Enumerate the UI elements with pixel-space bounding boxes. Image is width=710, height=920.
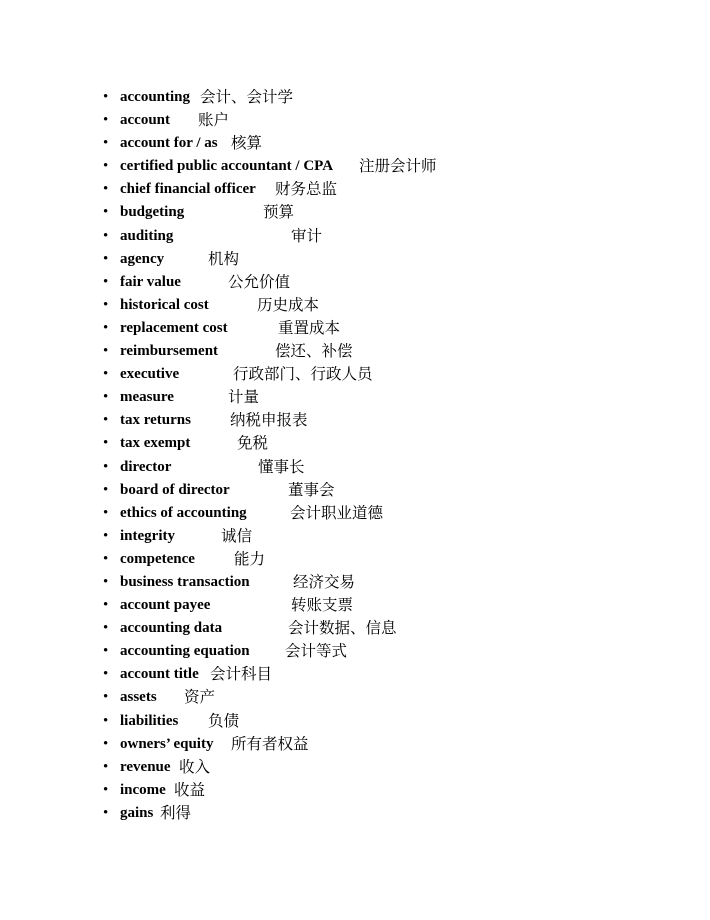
meaning: 经济交易 xyxy=(293,573,356,591)
list-item xyxy=(0,802,710,825)
term: integrity xyxy=(120,527,175,544)
list-item xyxy=(0,594,710,617)
list-item xyxy=(0,132,710,155)
meaning: 机构 xyxy=(208,250,240,268)
meaning: 收入 xyxy=(179,758,211,776)
list-item xyxy=(0,201,710,224)
meaning: 预算 xyxy=(263,204,295,222)
list-item xyxy=(0,248,710,271)
list-item xyxy=(0,294,710,317)
term: business transaction xyxy=(120,573,250,590)
meaning: 账户 xyxy=(198,112,230,130)
bullet-icon: • xyxy=(103,481,109,498)
meaning: 利得 xyxy=(160,804,192,822)
term: measure xyxy=(120,389,174,406)
list-item xyxy=(0,617,710,640)
bullet-icon: • xyxy=(103,273,109,290)
term: account xyxy=(120,112,170,129)
term: agency xyxy=(120,250,165,267)
list-item xyxy=(0,571,710,594)
meaning: 核算 xyxy=(231,135,263,153)
bullet-icon: • xyxy=(103,804,109,821)
list-item xyxy=(0,363,710,386)
term: assets xyxy=(120,689,157,706)
list-item xyxy=(0,432,710,455)
term: fair value xyxy=(120,273,181,290)
meaning: 审计 xyxy=(291,227,323,245)
meaning: 资产 xyxy=(184,689,216,707)
bullet-icon: • xyxy=(103,296,109,313)
meaning: 纳税申报表 xyxy=(230,412,308,430)
bullet-icon: • xyxy=(103,112,109,129)
list-item xyxy=(0,86,710,109)
term: account title xyxy=(120,666,199,683)
list-item xyxy=(0,756,710,779)
list-item xyxy=(0,178,710,201)
meaning: 能力 xyxy=(234,550,266,568)
list-item xyxy=(0,686,710,709)
bullet-icon: • xyxy=(103,135,109,152)
list-item xyxy=(0,525,710,548)
list-item xyxy=(0,779,710,802)
term: certified public accountant / CPA xyxy=(120,158,334,175)
term: accounting data xyxy=(120,620,223,637)
bullet-icon: • xyxy=(103,458,109,475)
term: board of director xyxy=(120,481,230,498)
list-item xyxy=(0,340,710,363)
term: director xyxy=(120,458,172,475)
bullet-icon: • xyxy=(103,366,109,383)
bullet-icon: • xyxy=(103,389,109,406)
list-item xyxy=(0,225,710,248)
meaning: 公允价值 xyxy=(228,273,291,291)
list-item xyxy=(0,502,710,525)
term: account payee xyxy=(120,597,211,614)
term: accounting equation xyxy=(120,643,250,660)
list-item xyxy=(0,640,710,663)
bullet-icon: • xyxy=(103,712,109,729)
bullet-icon: • xyxy=(103,504,109,521)
bullet-icon: • xyxy=(103,158,109,175)
term: competence xyxy=(120,550,195,567)
term: executive xyxy=(120,366,180,383)
list-item xyxy=(0,409,710,432)
list-item xyxy=(0,109,710,132)
meaning: 行政部门、行政人员 xyxy=(233,366,373,384)
bullet-icon: • xyxy=(103,250,109,267)
list-item xyxy=(0,548,710,571)
term: tax exempt xyxy=(120,435,191,452)
meaning: 所有者权益 xyxy=(231,735,309,753)
bullet-icon: • xyxy=(103,89,109,105)
meaning: 董事会 xyxy=(288,481,335,499)
meaning: 负债 xyxy=(208,712,240,730)
meaning: 会计职业道德 xyxy=(290,504,384,522)
meaning: 注册会计师 xyxy=(359,158,437,176)
bullet-icon: • xyxy=(103,620,109,637)
list-item xyxy=(0,479,710,502)
list-item xyxy=(0,456,710,479)
bullet-icon: • xyxy=(103,227,109,244)
list-item xyxy=(0,271,710,294)
meaning: 偿还、补偿 xyxy=(275,343,353,361)
bullet-icon: • xyxy=(103,527,109,544)
term: historical cost xyxy=(120,296,209,313)
list-item xyxy=(0,710,710,733)
bullet-icon: • xyxy=(103,319,109,336)
bullet-icon: • xyxy=(103,735,109,752)
term: accounting xyxy=(120,89,191,105)
meaning: 会计等式 xyxy=(285,643,348,661)
list-item xyxy=(0,663,710,686)
term: ethics of accounting xyxy=(120,504,247,521)
bullet-icon: • xyxy=(103,689,109,706)
bullet-icon: • xyxy=(103,781,109,798)
meaning: 重置成本 xyxy=(278,319,341,337)
glossary-list xyxy=(0,86,710,825)
bullet-icon: • xyxy=(103,204,109,221)
term: owners’ equity xyxy=(120,735,214,752)
bullet-icon: • xyxy=(103,412,109,429)
term: revenue xyxy=(120,758,171,775)
meaning: 计量 xyxy=(228,389,260,407)
list-item xyxy=(0,155,710,178)
bullet-icon: • xyxy=(103,181,109,198)
bullet-icon: • xyxy=(103,343,109,360)
term: replacement cost xyxy=(120,319,228,336)
term: budgeting xyxy=(120,204,185,221)
bullet-icon: • xyxy=(103,643,109,660)
bullet-icon: • xyxy=(103,758,109,775)
meaning: 免税 xyxy=(237,435,269,453)
meaning: 会计数据、信息 xyxy=(288,620,397,638)
meaning: 财务总监 xyxy=(275,181,338,199)
meaning: 转账支票 xyxy=(291,597,354,615)
term: reimbursement xyxy=(120,343,219,360)
meaning: 历史成本 xyxy=(257,296,320,314)
term: account for / as xyxy=(120,135,218,152)
list-item xyxy=(0,733,710,756)
list-item xyxy=(0,317,710,340)
meaning: 会计、会计学 xyxy=(200,89,294,106)
list-item xyxy=(0,386,710,409)
meaning: 懂事长 xyxy=(258,458,305,476)
bullet-icon: • xyxy=(103,597,109,614)
term: chief financial officer xyxy=(120,181,256,198)
meaning: 诚信 xyxy=(221,527,253,545)
bullet-icon: • xyxy=(103,550,109,567)
meaning: 会计科目 xyxy=(210,666,273,684)
bullet-icon: • xyxy=(103,573,109,590)
meaning: 收益 xyxy=(174,781,206,799)
term: tax returns xyxy=(120,412,191,429)
bullet-icon: • xyxy=(103,666,109,683)
term: income xyxy=(120,781,166,798)
term: gains xyxy=(120,804,154,821)
term: auditing xyxy=(120,227,174,244)
term: liabilities xyxy=(120,712,179,729)
bullet-icon: • xyxy=(103,435,109,452)
